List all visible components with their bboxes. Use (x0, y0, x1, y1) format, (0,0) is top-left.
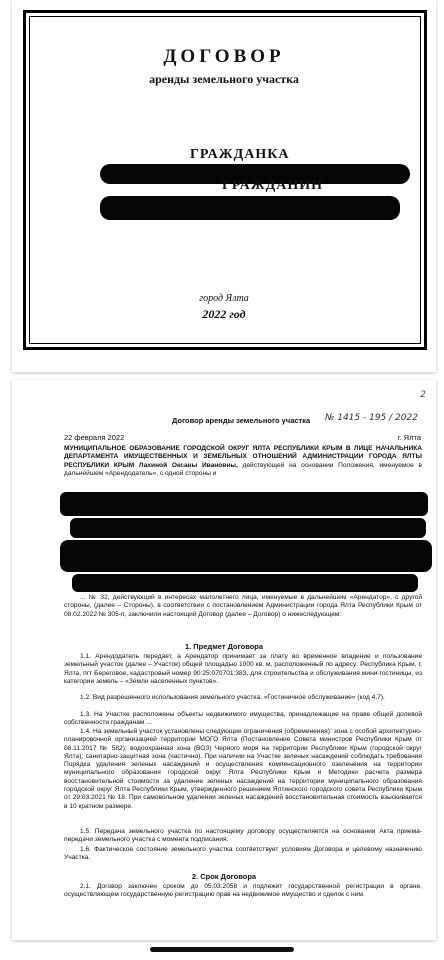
redaction-tenant-name (60, 540, 432, 572)
intro-bold-text: МУНИЦИПАЛЬНОЕ ОБРАЗОВАНИЕ ГОРОДСКОЙ ОКРУГ ЯЛТА РЕСПУБЛИКИ КРЫМ В ЛИЦЕ НАЧАЛЬНИКА ДЕПАРТАМЕНТА ИМУЩЕСТВЕННЫХ И ЗЕМЕЛЬНЫХ ОТНОШЕНИЙ АДМИНИСТРАЦИИ ГОРОДА ЯЛТЫ РЕСПУБЛИКИ КРЫМ Лахиной Оксаны Ивановны, (64, 445, 422, 469)
handwritten-contract-number: № 1415 - 195 / 2022 (325, 413, 418, 423)
clause-1-5: 1.5. Передача земельного участка по настоящему договору осуществляется на основании Акта приема-передачи земельного участка с момента подписания. (64, 828, 422, 844)
contract-date: 22 февраля 2022 (64, 433, 125, 442)
redaction-tenant-address (72, 574, 418, 592)
section2-title: 2. Срок Договора (191, 872, 257, 881)
cover-city: город Ялта (199, 293, 249, 304)
redaction-tenant-block (70, 518, 426, 538)
home-indicator[interactable] (150, 947, 294, 952)
intro-tail-paragraph: ... № 32, действующий в интересах малолетнего лица, именуемые в дальнейшем «Арендатор», с другой стороны, (далее – Стороны), в соответствии с постановлением Администрации города Ялта Республики Крым от 08.02.2022 № 305-п, заключили настоящий Договор (далее – Договор) о нижеследующем: (64, 594, 422, 618)
page-number: 2 (420, 390, 426, 400)
party1-label: ГРАЖДАНКА (190, 147, 290, 162)
redaction-tenant-details (60, 492, 428, 516)
section1-title: 1. Предмет Договора (184, 642, 264, 651)
page-header: Договор аренды земельного участка (172, 416, 311, 425)
clause-1-1: 1.1. Арендодатель передает, а Арендатор принимает за плату во временное владение и пользование земельный участок (далее – Участок) общей площадью 1000 кв. м, расположенный по адресу: Республика Крым, г. Ялта, пгт Береговое, кадастровый номер 90:25:070701:383, для строительства и обслуживания мини-гостиницы, из категории земель – «Земли населенных пунктов». (64, 653, 422, 685)
document-cover-page (12, 0, 436, 372)
cover-year: 2022 год (202, 307, 246, 321)
party2-label: ГРАЖДАНИН (222, 178, 324, 193)
clause-1-3: 1.3. На Участке расположены объекты недвижимого имущества, принадлежащие на праве общей долевой собственности гражданам ... (64, 711, 422, 727)
intro-paragraph (64, 445, 422, 478)
document-title: ДОГОВОР (163, 46, 285, 67)
clause-2-1: 2.1. Договор заключен сроком до 05.03.2058 и подлежит государственной регистрации в органе, осуществляющем государственную регистрацию прав на недвижимое имущество и сделок с ним. (64, 883, 422, 899)
intro-text: действующей на основании Положения, именуемое в дальнейшем «Арендодатель», с одной стороны и (64, 461, 422, 477)
contract-text-page (12, 380, 436, 940)
document-subtitle: аренды земельного участка (149, 72, 299, 86)
clause-1-4: 1.4. На земельный участок установлены следующие ограничения (обременения): зона с особой архитектурно-планировочной организацией территории МОГО Ялта (Постановление Совета министров Республики Крым от 08.11.2017 № 582); водоохранная зона (ВОЗ) Черного моря на территории Республики Крым (городской округ Ялта); санитарно-защитная зона (частично). При наличии на Участке зеленых насаждений соблюдать требования Порядка удаления зеленых насаждений и осуществления компенсационного озеленения на территории муниципального образования городской округ Ялта Республики Крым и Методики расчета размера восстановительной стоимости за удаление зеленых насаждений на территории муниципального образования городской округ Ялта Республики Крым, утвержденного решением Ялтинского городского совета Республики Крым от 29.03.2021 № 18. При самовольном удалении зеленых насаждений восстановительная стоимость взыскивается в 10 кратном размере. (64, 728, 422, 810)
redaction-party2 (100, 196, 400, 220)
clause-1-6: 1.6. Фактическое состояние земельного участка соответствует условиям Договора и целевому назначению Участка. (64, 846, 422, 862)
contract-city: г. Ялта (397, 433, 421, 442)
clause-1-2: 1.2. Вид разрешенного использования земельного участка: «Гостиничное обслуживание» (код 4.7). (80, 694, 385, 701)
